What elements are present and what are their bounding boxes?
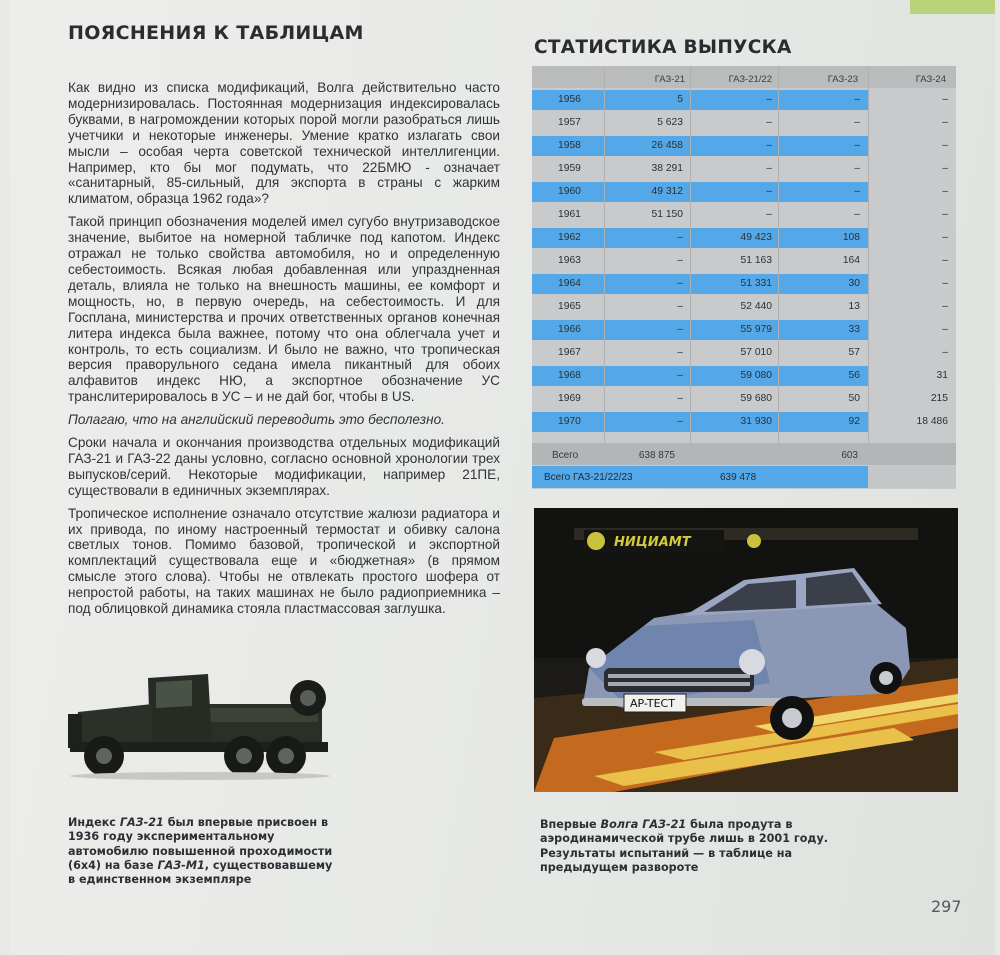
year-cell: 1956 (558, 94, 581, 105)
right-section-title: СТАТИСТИКА ВЫПУСКА (534, 37, 792, 58)
gaz24-cell: – (942, 347, 948, 358)
gaz21-cell: 26 458 (651, 140, 683, 151)
gaz2122-cell: – (766, 163, 772, 174)
year-cell: 1959 (558, 163, 581, 174)
table-row (532, 88, 956, 110)
totals-row (532, 443, 956, 465)
year-cell: 1962 (558, 232, 581, 243)
header-gaz21: ГАЗ-21 (654, 74, 685, 85)
paragraph-2: Такой принцип обозначения моделей имел сугубо внутризаводское значение, выбитое на номерной табличке под капотом. Индекс отражал не только свойства автомобиля, но и определенную себестоимость. Всякая любая добавленная или упраздненная деталь, влияла не только на внешность машины, ее комфорт и мощность, но, в первую очередь, на себестоимость. И для Госплана, министерства и прочих ответственных органов конечная литера индекса была важнее, потому что она облегчала учет и контроль, то есть социализм. И было не важно, что тропическая версия праворульного седана имела пикантный для обоих алфавитов индекс НЮ, а экспортное обозначение УС транслитерировалось в УС – и не дай бог, чтобы в US. (68, 214, 500, 405)
table-row (532, 111, 956, 133)
gaz24-cell: 18 486 (916, 416, 948, 427)
table-row (532, 272, 956, 294)
gaz24-cell: – (942, 278, 948, 289)
paragraph-4: Сроки начала и окончания производства отдельных модификаций ГАЗ-21 и ГАЗ-22 даны условно, согласно основной хронологии трех выпусков/серий. Некоторые модификации, например 21ПЕ, существовали в единичных экземплярах. (68, 435, 500, 498)
header-gaz24: ГАЗ-24 (915, 74, 946, 85)
table-row (532, 410, 956, 432)
total-gaz23: 603 (841, 450, 858, 461)
column-divider (868, 66, 869, 446)
year-cell: 1966 (558, 324, 581, 335)
year-cell: 1968 (558, 370, 581, 381)
gaz23-cell: 108 (842, 232, 860, 243)
year-cell: 1957 (558, 117, 581, 128)
gaz2122-cell: 57 010 (740, 347, 772, 358)
gaz21-cell: – (677, 255, 683, 266)
table-row (532, 226, 956, 248)
corner-accent (910, 0, 995, 14)
year-cell: 1963 (558, 255, 581, 266)
year-cell: 1969 (558, 393, 581, 404)
column-divider (690, 66, 691, 446)
gaz24-cell: – (942, 209, 948, 220)
column-divider (778, 66, 779, 446)
gaz23-cell: – (854, 94, 860, 105)
gaz21-cell: – (677, 301, 683, 312)
table-row (532, 203, 956, 225)
gaz2122-cell: 49 423 (740, 232, 772, 243)
gaz23-cell: 164 (842, 255, 860, 266)
photo-banner-text: НИЦИАМТ (614, 535, 691, 550)
paragraph-5: Тропическое исполнение означало отсутствие жалюзи радиатора и их привода, по иному настроенный термостат и обивку салона светлых тонов. Помимо базовой, тропической и экспортной комплектаций существовала еще и «бюджетная» (в прямом смысле этого слова). Чтобы не отвлекать простого шофера от непростой работы, на таких машинах не было радиоприемника – под облицовкой динамика стояла пластмассовая заглушка. (68, 505, 500, 617)
gaz24-cell: – (942, 301, 948, 312)
gaz23-cell: 50 (848, 393, 860, 404)
paragraph-3: Полагаю, что на английский переводить это бесполезно. (68, 412, 445, 428)
gaz2122-cell: – (766, 186, 772, 197)
year-cell: 1964 (558, 278, 581, 289)
gaz24-cell: – (942, 255, 948, 266)
left-section-title: ПОЯСНЕНИЯ К ТАБЛИЦАМ (68, 22, 364, 44)
table-row (532, 318, 956, 340)
caption-text: Впервые (540, 818, 601, 831)
gaz2122-cell: – (766, 117, 772, 128)
caption-model-name: ГАЗ-М1 (157, 858, 205, 872)
table-row (532, 387, 956, 409)
table-row (532, 134, 956, 156)
license-plate-text: AP-TECT (630, 697, 675, 710)
table-row (532, 180, 956, 202)
gaz23-cell: 30 (848, 278, 860, 289)
caption-text: Индекс (68, 816, 120, 829)
gaz24-cell: – (942, 232, 948, 243)
grand-total-label: Всего ГАЗ-21/22/23 (544, 472, 633, 483)
year-cell: 1967 (558, 347, 581, 358)
gaz21-cell: 49 312 (651, 186, 683, 197)
table-row (532, 295, 956, 317)
table-header (532, 66, 956, 88)
gaz24-cell: – (942, 186, 948, 197)
caption-text: был впервые присвоен в 1936 году экспериментальному автомобилю повышенной проходимости (6х4) на базе (68, 816, 333, 872)
gaz24-cell: – (942, 163, 948, 174)
gaz2122-cell: 59 080 (740, 370, 772, 381)
grand-totals-row (532, 466, 956, 488)
year-cell: 1970 (558, 416, 581, 427)
gaz23-cell: 33 (848, 324, 860, 335)
table-row (532, 157, 956, 179)
truck-caption (68, 816, 343, 887)
gaz21-cell: – (677, 370, 683, 381)
gaz23-cell: 92 (848, 416, 860, 427)
gaz24-cell: 215 (930, 393, 948, 404)
year-cell: 1965 (558, 301, 581, 312)
caption-text: , существовавшему в единственном экземпляре (68, 858, 333, 887)
gaz2122-cell: 59 680 (740, 393, 772, 404)
total-gaz21: 638 875 (638, 450, 675, 461)
total-label: Всего (552, 450, 579, 461)
photo-caption (540, 818, 830, 875)
header-gaz23: ГАЗ-23 (827, 74, 858, 85)
gaz23-cell: 56 (848, 370, 860, 381)
caption-model-name: Волга ГАЗ-21 (600, 818, 687, 831)
gaz2122-cell: – (766, 140, 772, 151)
gaz2122-cell: – (766, 94, 772, 105)
gaz2122-cell: 31 930 (740, 416, 772, 427)
year-cell: 1960 (558, 186, 581, 197)
wind-tunnel-photo (534, 508, 958, 792)
production-statistics-table (532, 66, 956, 489)
table-row (532, 341, 956, 363)
header-gaz2122: ГАЗ-21/22 (728, 74, 772, 85)
gaz24-cell: 31 (936, 370, 948, 381)
gaz21-cell: 38 291 (651, 163, 683, 174)
gaz24-cell: – (942, 117, 948, 128)
paragraph-1: Как видно из списка модификаций, Волга действительно часто модернизировалась. Постоянная модернизация индексировалась буквами, в нагромождении которых порой могли разобраться лишь учетчики и некоторые инженеры. Умение кратко излагать свои мысли – особая черта советской технической интеллигенции. Например, кто бы мог подумать, что 22БМЮ - означает «санитарный, 85-сильный, для экспорта в страны с жарким климатом, образца 1962 года»? (68, 80, 500, 207)
gaz21-cell: – (677, 324, 683, 335)
gaz2122-cell: 51 163 (740, 255, 772, 266)
caption-text: была продута в аэродинамической трубе лишь в 2001 году. Результаты испытаний — в таблице на предыдущем развороте (540, 818, 829, 874)
gaz21-cell: – (677, 416, 683, 427)
table-row (532, 364, 956, 386)
page-number: 297 (931, 897, 962, 916)
book-page (10, 0, 995, 955)
gaz24-cell: – (942, 324, 948, 335)
year-cell: 1958 (558, 140, 581, 151)
gaz21-cell: – (677, 232, 683, 243)
gaz23-cell: – (854, 163, 860, 174)
grand-total-value: 639 478 (720, 472, 757, 483)
gaz21-cell: 5 623 (657, 117, 683, 128)
gaz23-cell: 13 (848, 301, 860, 312)
explanation-text (68, 80, 500, 624)
gaz24-cell: – (942, 140, 948, 151)
gaz23-cell: – (854, 117, 860, 128)
table-row (532, 249, 956, 271)
year-cell: 1961 (558, 209, 581, 220)
gaz-21-truck-illustration (60, 664, 342, 782)
gaz21-cell: – (677, 347, 683, 358)
column-divider (604, 66, 605, 446)
gaz23-cell: 57 (848, 347, 860, 358)
gaz23-cell: – (854, 186, 860, 197)
gaz2122-cell: 52 440 (740, 301, 772, 312)
gaz21-cell: – (677, 393, 683, 404)
gaz2122-cell: – (766, 209, 772, 220)
gaz2122-cell: 51 331 (740, 278, 772, 289)
gaz2122-cell: 55 979 (740, 324, 772, 335)
gaz23-cell: – (854, 209, 860, 220)
gaz24-cell: – (942, 94, 948, 105)
gaz23-cell: – (854, 140, 860, 151)
caption-model-name: ГАЗ-21 (119, 816, 164, 829)
gaz21-cell: 5 (677, 94, 683, 105)
gaz21-cell: 51 150 (651, 209, 683, 220)
gaz21-cell: – (677, 278, 683, 289)
